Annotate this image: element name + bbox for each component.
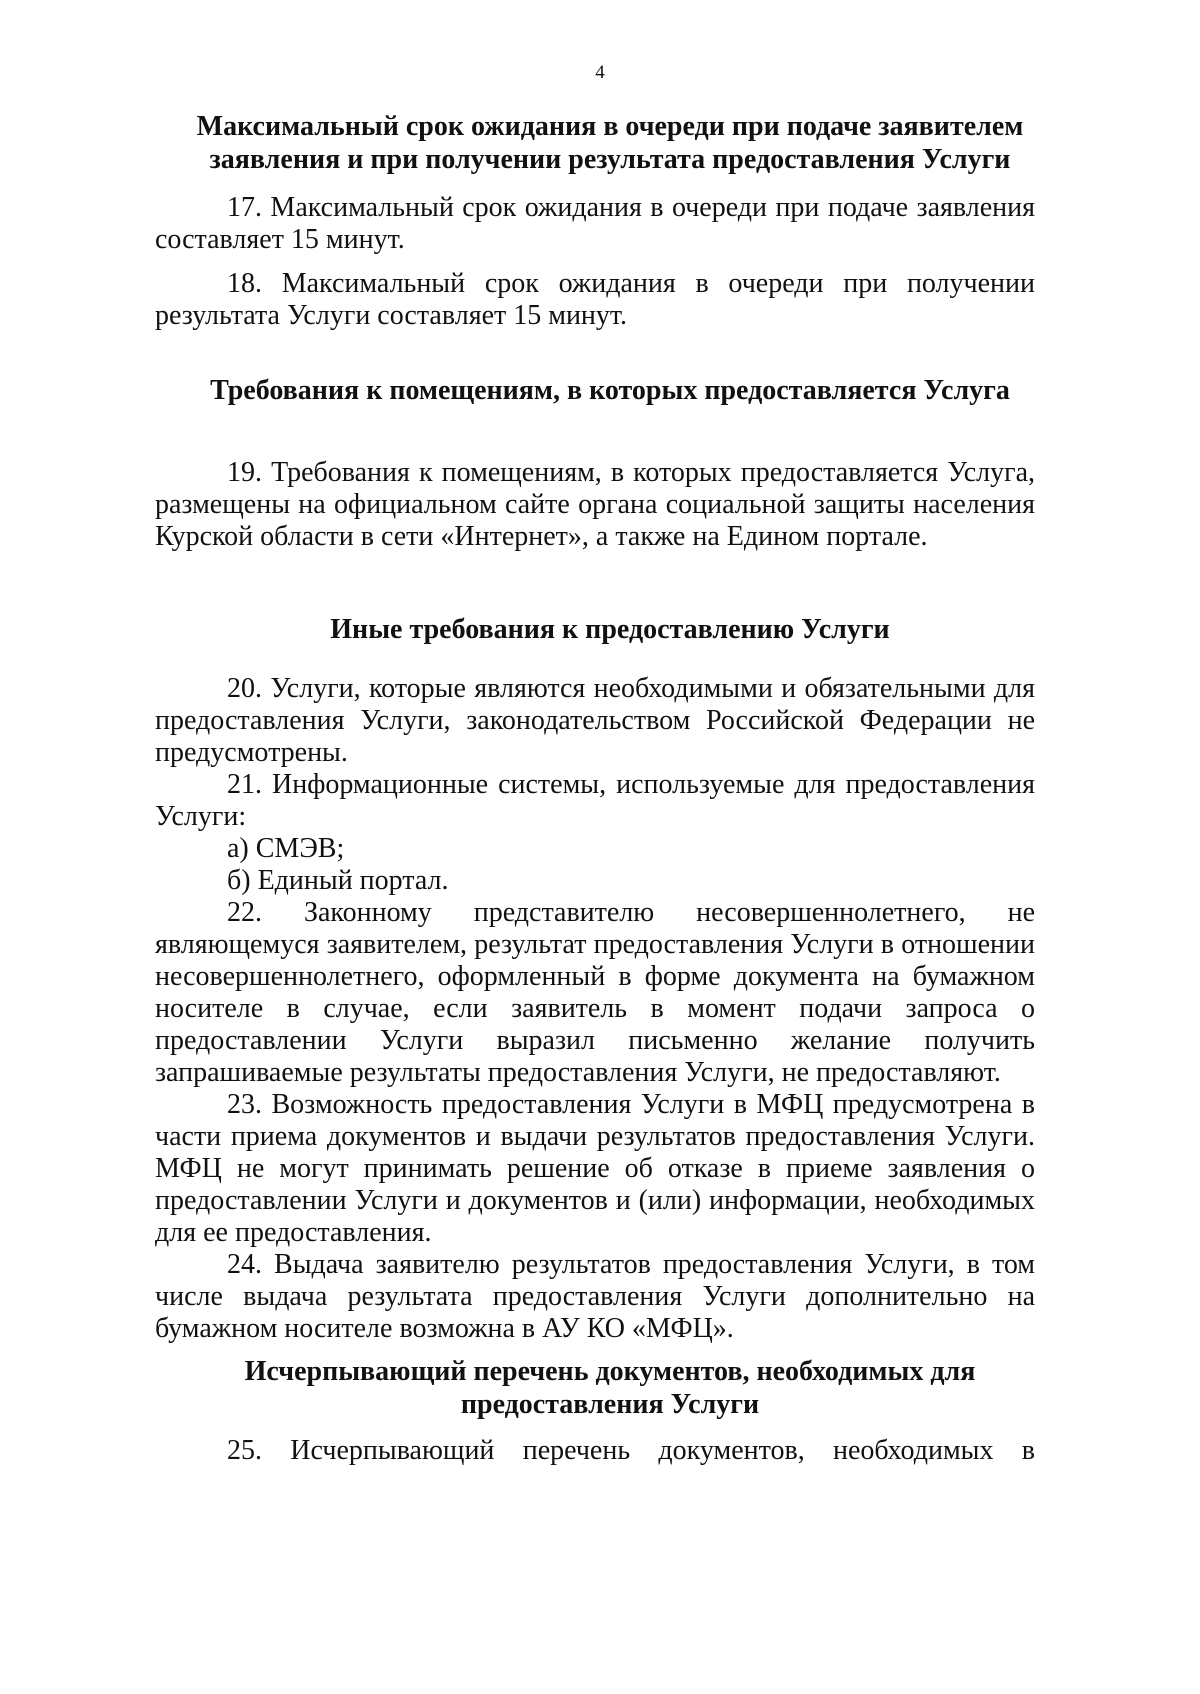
paragraph-25-start: 25. Исчерпывающий перечень документов, необходимых в — [227, 1435, 1035, 1466]
paragraph-24: 24. Выдача заявителю результатов предоставления Услуги, в том числе выдача результата предоставления Услуги дополнительно на бумажном носителе возможна в АУ КО «МФЦ». — [155, 1249, 1035, 1344]
page-number: 4 — [595, 62, 605, 83]
section-heading-waiting-time — [150, 110, 1070, 176]
paragraph-22: 22. Законному представителю несовершеннолетнего, не являющемуся заявителем, результат предоставления Услуги в отношении несовершеннолетнего, оформленный в форме документа на бумажном носителе в случае, если заявитель в момент подачи запроса о предоставлении Услуги выразил письменно желание получить запрашиваемые результаты предоставления Услуги, не предоставляют. — [155, 897, 1035, 1088]
paragraph-19: 19. Требования к помещениям, в которых предоставляется Услуга, размещены на официальном сайте органа социальной защиты населения Курской области в сети «Интернет», а также на Едином портале. — [155, 457, 1035, 552]
list-item-portal: б) Единый портал. — [227, 865, 449, 896]
heading-line: Максимальный срок ожидания в очереди при подаче заявителем — [196, 111, 1024, 142]
section-heading-documents-list — [150, 1355, 1070, 1421]
section-heading-other-requirements: Иные требования к предоставлению Услуги — [330, 614, 890, 645]
paragraph-18: 18. Максимальный срок ожидания в очереди при получении результата Услуги составляет 15 минут. — [155, 268, 1035, 331]
paragraph-20: 20. Услуги, которые являются необходимыми и обязательными для предоставления Услуги, законодательством Российской Федерации не предусмотрены. — [155, 673, 1035, 768]
section-heading-premises: Требования к помещениям, в которых предоставляется Услуга — [210, 375, 1010, 406]
heading-line: предоставления Услуги — [460, 1389, 760, 1420]
paragraph-21: 21. Информационные системы, используемые для предоставления Услуги: — [155, 769, 1035, 832]
list-item-smev: а) СМЭВ; — [227, 833, 345, 864]
paragraph-17: 17. Максимальный срок ожидания в очереди при подаче заявления составляет 15 минут. — [155, 192, 1035, 255]
heading-line: Исчерпывающий перечень документов, необходимых для — [244, 1356, 976, 1387]
paragraph-23: 23. Возможность предоставления Услуги в МФЦ предусмотрена в части приема документов и выдачи результатов предоставления Услуги. МФЦ не могут принимать решение об отказе в приеме заявления о предоставлении Услуги и документов и (или) информации, необходимых для ее предоставления. — [155, 1089, 1035, 1248]
heading-line: заявления и при получении результата предоставления Услуги — [209, 144, 1011, 175]
